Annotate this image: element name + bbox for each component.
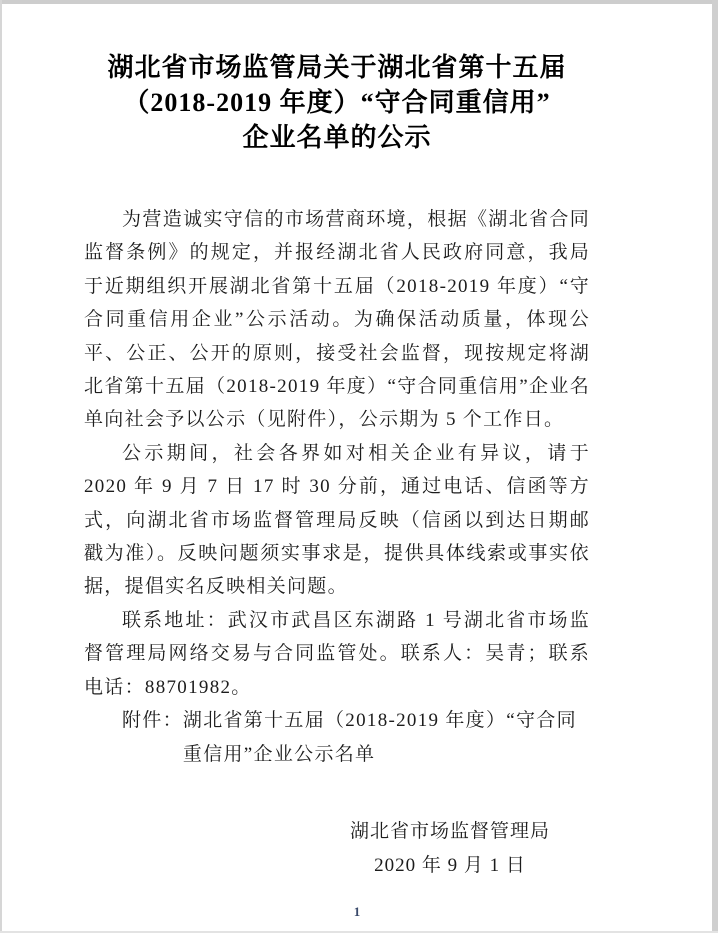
document-title-line-1: 湖北省市场监管局关于湖北省第十五届 — [107, 53, 567, 82]
paragraph-objection-notice: 公示期间，社会各界如对相关企业有异议，请于 2020 年 9 月 7 日 17 时 30 分前，通过电话、信函等方式，向湖北省市场监督管理局反映（信函以到达日期邮戳为准）。反映问题须实事求是，提供具体线索或事实依据，提倡实名反映相关问题。 — [84, 442, 590, 598]
document-title-line-2: （2018-2019 年度）“守合同重信用” — [123, 88, 551, 117]
document-title-line-3: 企业名单的公示 — [242, 123, 432, 152]
signature-organization: 湖北省市场监督管理局 — [349, 820, 550, 842]
page-edge-left — [0, 0, 2, 933]
document-body — [84, 203, 590, 771]
document-content — [2, 4, 712, 883]
attachment-label: 附件： — [122, 710, 183, 732]
paragraph-contact-info: 联系地址：武汉市武昌区东湖路 1 号湖北省市场监督管理局网络交易与合同监管处。联系人：吴青；联系电话：88701982。 — [84, 609, 590, 698]
attachment-text: 湖北省第十五届（2018-2019 年度）“守合同重信用”企业公示名单 — [182, 710, 577, 765]
signature-date: 2020 年 9 月 1 日 — [374, 854, 526, 876]
page-edge-right — [712, 0, 718, 933]
page-number: 1 — [353, 904, 361, 919]
attachment-indent — [84, 704, 122, 771]
signature-block — [350, 815, 550, 883]
document-page — [2, 4, 712, 933]
document-title — [84, 50, 590, 155]
paragraph-intro: 为营造诚实守信的市场营商环境，根据《湖北省合同监督条例》的规定，并报经湖北省人民政府同意，我局于近期组织开展湖北省第十五届（2018-2019 年度）“守合同重信用企业”公示活动。为确保活动质量，体现公平、公正、公开的原则，接受社会监督，现按规定将湖北省第十五届（2018-2019 年度）“守合同重信用”企业名单向社会予以公示（见附件），公示期为 5 个工作日。 — [84, 209, 590, 431]
attachment-line — [84, 704, 590, 771]
page-edge-top — [0, 0, 718, 4]
